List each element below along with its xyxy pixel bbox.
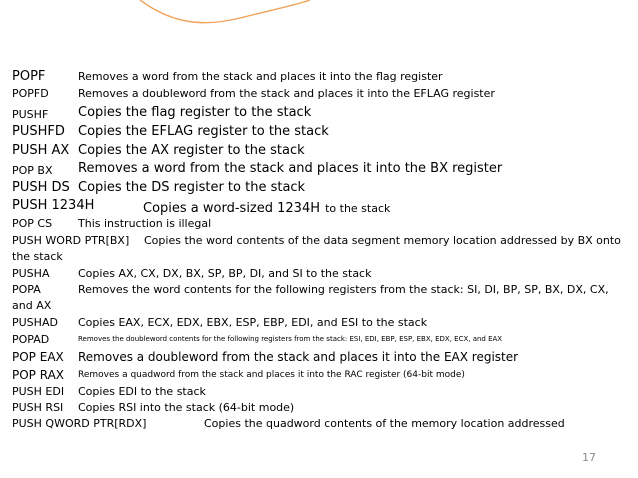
- instruction-mnemonic: PUSH RSI: [12, 401, 64, 414]
- instruction-mnemonic: POP RAX: [12, 368, 65, 382]
- instruction-row: [12, 367, 628, 384]
- instruction-mnemonic: POPAD: [12, 333, 50, 346]
- instruction-row: [12, 104, 628, 123]
- instruction-description: Copies the AX register to the stack: [78, 143, 305, 158]
- instruction-list: [12, 68, 628, 432]
- instruction-description: Copies EDI to the stack: [78, 385, 206, 398]
- instruction-mnemonic: POPFD: [12, 87, 49, 100]
- instruction-row: [12, 197, 628, 215]
- instruction-description: Copies the word contents of the data segment memory location addressed by BX onto: [144, 234, 621, 247]
- instruction-description: Removes a doubleword from the stack and places it into the EFLAG register: [78, 87, 495, 100]
- instruction-mnemonic: POP BX: [12, 164, 53, 177]
- instruction-row: [12, 86, 628, 104]
- instruction-mnemonic: PUSHAD: [12, 316, 58, 329]
- decorative-curve: [0, 0, 638, 60]
- instruction-row: [12, 332, 628, 349]
- instruction-row: [12, 266, 628, 282]
- instruction-row: [12, 179, 628, 197]
- instruction-row: [12, 215, 628, 232]
- instruction-description: Removes a word from the stack and places it into the BX register: [78, 161, 503, 176]
- instruction-row: [12, 282, 628, 315]
- instruction-description: Copies AX, CX, DX, BX, SP, BP, DI, and SI to the stack: [78, 267, 372, 280]
- instruction-row: [12, 349, 628, 367]
- instruction-description: Copies a word-sized 1234H: [143, 201, 320, 216]
- instruction-mnemonic: PUSH DS: [12, 180, 70, 195]
- instruction-row: [12, 315, 628, 332]
- instruction-mnemonic: POPF: [12, 69, 46, 84]
- instruction-mnemonic: PUSH WORD PTR[BX]: [12, 234, 130, 247]
- instruction-description-continued: and AX: [12, 299, 52, 312]
- instruction-description: Removes the word contents for the following registers from the stack: SI, DI, BP, SP, BX, DX, CX,: [78, 283, 609, 296]
- instruction-description: Removes the doubleword contents for the following registers from the stack: ESI, EDI, EBP, ESP, EBX, EDX, ECX, and EAX: [78, 335, 503, 343]
- instruction-row: [12, 232, 628, 266]
- page-number: 17: [582, 451, 596, 464]
- instruction-description: Copies EAX, ECX, EDX, EBX, ESP, EBP, EDI, and ESI to the stack: [78, 316, 428, 329]
- instruction-row: [12, 160, 628, 179]
- instruction-mnemonic: PUSH AX: [12, 143, 70, 158]
- instruction-description: Removes a quadword from the stack and places it into the RAC register (64-bit mode): [78, 370, 465, 380]
- instruction-description: Copies the EFLAG register to the stack: [78, 124, 329, 139]
- instruction-mnemonic: POPA: [12, 283, 41, 296]
- instruction-description: Copies the quadword contents of the memory location addressed: [204, 417, 565, 430]
- instruction-row: [12, 123, 628, 142]
- instruction-description: Removes a doubleword from the stack and places it into the EAX register: [78, 350, 519, 364]
- instruction-row: [12, 384, 628, 400]
- instruction-mnemonic: PUSH EDI: [12, 385, 65, 398]
- instruction-mnemonic: POP EAX: [12, 350, 64, 364]
- instruction-row: [12, 400, 628, 416]
- instruction-description: Copies the DS register to the stack: [78, 180, 306, 195]
- instruction-row: [12, 416, 628, 432]
- instruction-description: Removes a word from the stack and places it into the flag register: [78, 70, 443, 83]
- instruction-description-continued: the stack: [12, 250, 63, 263]
- instruction-description: This instruction is illegal: [78, 217, 212, 230]
- instruction-mnemonic: POP CS: [12, 217, 53, 230]
- instruction-description: Copies RSI into the stack (64-bit mode): [78, 401, 295, 414]
- instruction-description: Copies the flag register to the stack: [78, 105, 312, 120]
- instruction-mnemonic: PUSH QWORD PTR[RDX]: [12, 417, 147, 430]
- instruction-mnemonic: PUSHF: [12, 108, 49, 121]
- instruction-description-tail: to the stack: [325, 202, 391, 215]
- instruction-mnemonic: PUSHA: [12, 267, 50, 280]
- instruction-mnemonic: PUSH 1234H: [12, 198, 95, 213]
- instruction-mnemonic: PUSHFD: [12, 124, 65, 139]
- instruction-row: [12, 142, 628, 160]
- instruction-row: [12, 68, 628, 86]
